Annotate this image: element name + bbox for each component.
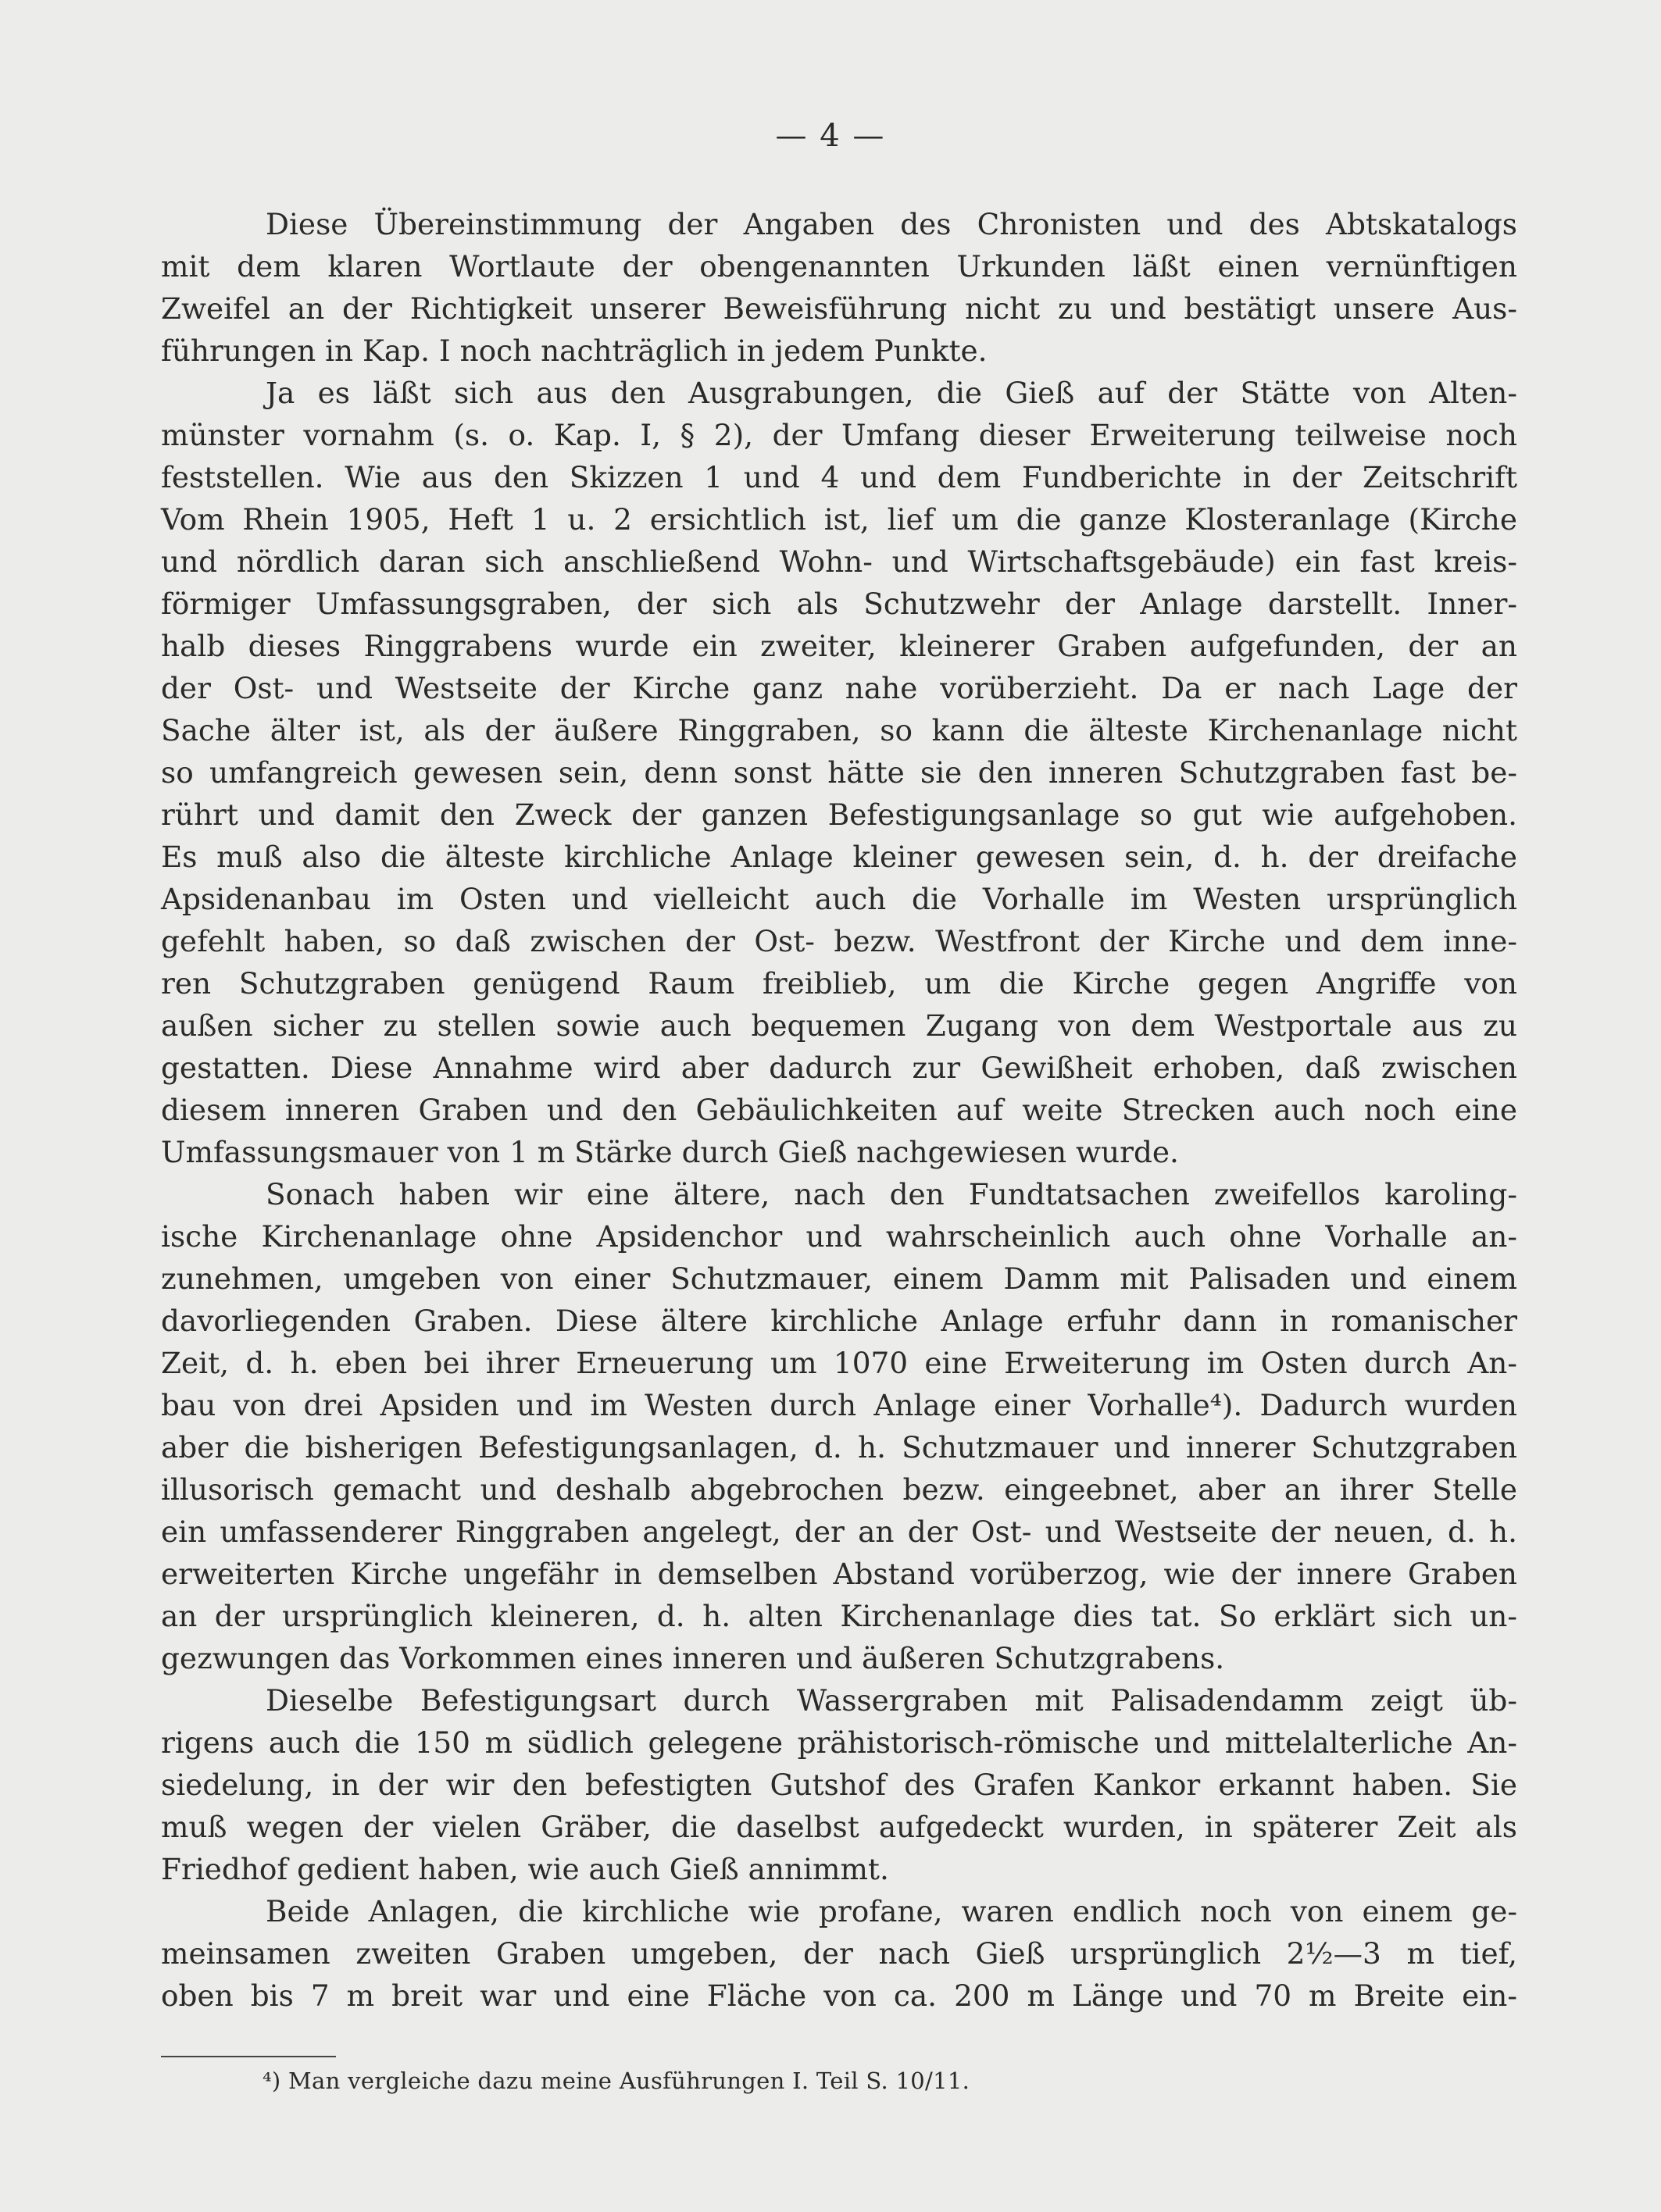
text-line: oben bis 7 m breit war und eine Fläche von ca. 200 m Länge und 70 m Breite ein- [161, 1978, 1517, 2013]
text-line: gezwungen das Vorkommen eines inneren und äußeren Schutzgrabens. [161, 1641, 1225, 1675]
text-line: Sonach haben wir eine ältere, nach den Fundtatsachen zweifellos karoling- [266, 1177, 1517, 1211]
text-line: der Ost- und Westseite der Kirche ganz nahe vorüberzieht. Da er nach Lage der [161, 671, 1517, 705]
footnote-divider [161, 2056, 336, 2057]
text-line: mit dem klaren Wortlaute der obengenannten Urkunden läßt einen vernünftigen [161, 249, 1517, 284]
text-line: Dieselbe Befestigungsart durch Wassergraben mit Palisadendamm zeigt üb- [266, 1683, 1517, 1718]
text-line: ische Kirchenanlage ohne Apsidenchor und wahrscheinlich auch ohne Vorhalle an- [161, 1219, 1517, 1254]
text-line: aber die bisherigen Befestigungsanlagen, d. h. Schutzmauer und innerer Schutzgraben [161, 1430, 1517, 1465]
footnote: ⁴) Man vergleiche dazu meine Ausführungen I. Teil S. 10/11. [263, 2068, 970, 2094]
text-line: rigens auch die 150 m südlich gelegene prähistorisch-römische und mittelalterliche An- [161, 1725, 1517, 1760]
text-line: muß wegen der vielen Gräber, die daselbst aufgedeckt wurden, in späterer Zeit als [161, 1810, 1517, 1844]
text-line: illusorisch gemacht und deshalb abgebrochen bezw. eingeebnet, aber an ihrer Stelle [161, 1472, 1517, 1507]
text-line: Beide Anlagen, die kirchliche wie profane, waren endlich noch von einem ge- [266, 1894, 1517, 1928]
body-text [161, 203, 1517, 2017]
text-line: und nördlich daran sich anschließend Wohn- und Wirtschaftsgebäude) ein fast kreis- [161, 544, 1517, 579]
text-line: führungen in Kap. I noch nachträglich in jedem Punkte. [161, 334, 988, 368]
text-line: halb dieses Ringgrabens wurde ein zweiter, kleinerer Graben aufgefunden, der an [161, 629, 1517, 663]
text-line: Sache älter ist, als der äußere Ringgraben, so kann die älteste Kirchenanlage nicht [161, 713, 1517, 747]
text-line: rührt und damit den Zweck der ganzen Befestigungsanlage so gut wie aufgehoben. [161, 797, 1517, 832]
text-line: bau von drei Apsiden und im Westen durch Anlage einer Vorhalle⁴). Dadurch wurden [161, 1388, 1517, 1422]
text-line: ein umfassenderer Ringgraben angelegt, der an der Ost- und Westseite der neuen, d. h. [161, 1515, 1517, 1549]
text-line: Es muß also die älteste kirchliche Anlage kleiner gewesen sein, d. h. der dreifache [161, 840, 1517, 874]
text-line: siedelung, in der wir den befestigten Gutshof des Grafen Kankor erkannt haben. Sie [161, 1768, 1517, 1802]
text-line: Zweifel an der Richtigkeit unserer Beweisführung nicht zu und bestätigt unsere Aus- [161, 291, 1517, 326]
text-line: Friedhof gedient haben, wie auch Gieß annimmt. [161, 1852, 889, 1886]
text-line: zunehmen, umgeben von einer Schutzmauer, einem Damm mit Palisaden und einem [161, 1261, 1517, 1296]
text-line: Apsidenanbau im Osten und vielleicht auch die Vorhalle im Westen ursprünglich [161, 882, 1517, 916]
text-line: gestatten. Diese Annahme wird aber dadurch zur Gewißheit erhoben, daß zwischen [161, 1051, 1517, 1085]
text-line: Diese Übereinstimmung der Angaben des Chronisten und des Abtskatalogs [266, 207, 1517, 241]
text-line: förmiger Umfassungsgraben, der sich als Schutzwehr der Anlage darstellt. Inner- [161, 587, 1517, 621]
text-line: feststellen. Wie aus den Skizzen 1 und 4 und dem Fundberichte in der Zeitschrift [161, 460, 1517, 494]
page-number: — 4 — [775, 118, 886, 154]
text-line: Vom Rhein 1905, Heft 1 u. 2 ersichtlich ist, lief um die ganze Klosteranlage (Kirche [161, 502, 1517, 537]
text-line: Ja es läßt sich aus den Ausgrabungen, die Gieß auf der Stätte von Alten- [266, 376, 1517, 410]
text-line: davorliegenden Graben. Diese ältere kirchliche Anlage erfuhr dann in romanischer [161, 1304, 1517, 1338]
text-line: Umfassungsmauer von 1 m Stärke durch Gieß nachgewiesen wurde. [161, 1135, 1179, 1169]
text-line: gefehlt haben, so daß zwischen der Ost- bezw. Westfront der Kirche und dem inne- [161, 924, 1517, 958]
text-line: erweiterten Kirche ungefähr in demselben Abstand vorüberzog, wie der innere Graben [161, 1557, 1517, 1591]
text-line: so umfangreich gewesen sein, denn sonst hätte sie den inneren Schutzgraben fast be- [161, 755, 1517, 790]
text-line: ren Schutzgraben genügend Raum freiblieb, um die Kirche gegen Angriffe von [161, 966, 1517, 1001]
text-line: Zeit, d. h. eben bei ihrer Erneuerung um 1070 eine Erweiterung im Osten durch An- [161, 1346, 1517, 1380]
text-line: außen sicher zu stellen sowie auch bequemen Zugang von dem Westportale aus zu [161, 1008, 1517, 1043]
text-line: meinsamen zweiten Graben umgeben, der nach Gieß ursprünglich 2½—3 m tief, [161, 1936, 1517, 1971]
text-line: diesem inneren Graben und den Gebäulichkeiten auf weite Strecken auch noch eine [161, 1093, 1517, 1127]
text-line: an der ursprünglich kleineren, d. h. alten Kirchenanlage dies tat. So erklärt sich un- [161, 1599, 1517, 1633]
text-line: münster vornahm (s. o. Kap. I, § 2), der Umfang dieser Erweiterung teilweise noch [161, 418, 1517, 452]
